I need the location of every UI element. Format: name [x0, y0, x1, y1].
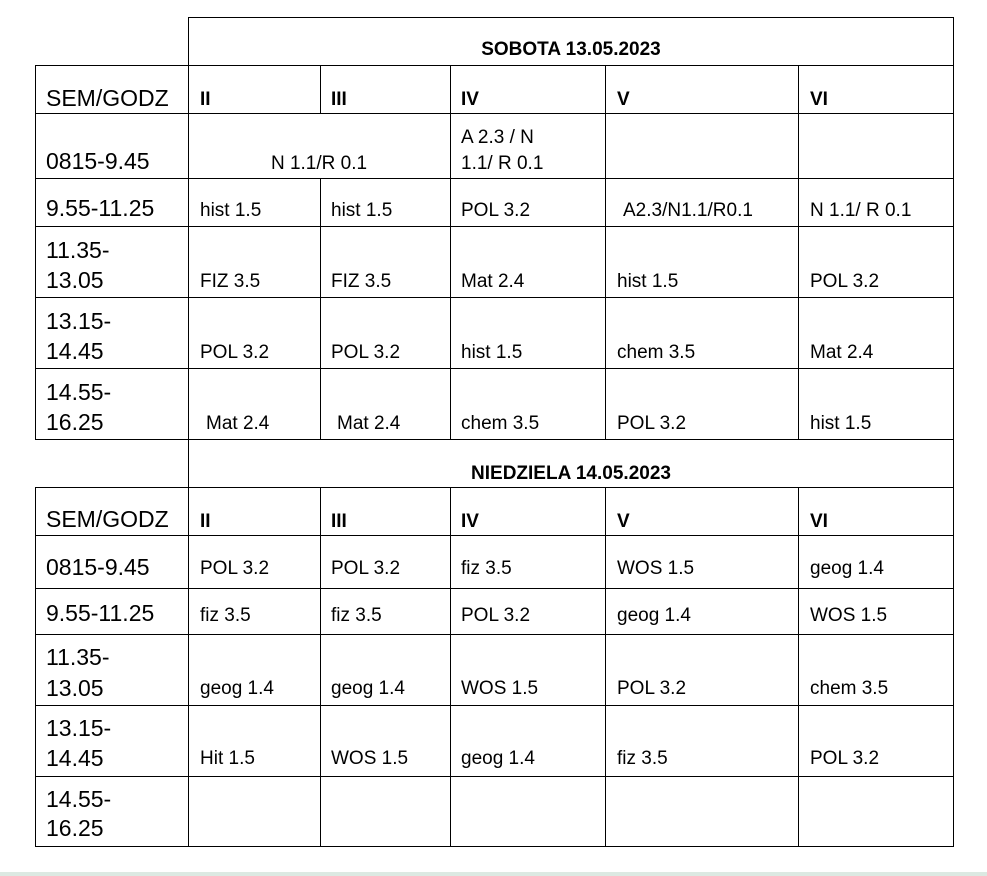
schedule-cell: hist 1.5	[617, 271, 679, 292]
header-sem-godz: SEM/GODZ	[46, 85, 169, 111]
header-col-iv: IV	[461, 511, 479, 532]
schedule-cell: Mat 2.4	[337, 413, 401, 434]
grid-line	[35, 705, 954, 706]
schedule-cell: chem 3.5	[617, 342, 696, 363]
time-slot: 16.25	[46, 409, 104, 435]
time-slot: 13.15-	[46, 715, 112, 741]
schedule-cell: A 2.3 / N	[461, 127, 534, 148]
schedule-cell: POL 3.2	[617, 678, 687, 699]
schedule-cell: POL 3.2	[331, 342, 401, 363]
grid-line	[953, 17, 954, 847]
schedule-cell: WOS 1.5	[331, 748, 409, 769]
time-slot: 16.25	[46, 815, 104, 841]
grid-line	[35, 297, 954, 298]
schedule-cell: A2.3/N1.1/R0.1	[623, 200, 753, 221]
grid-line	[35, 226, 954, 227]
grid-line	[320, 65, 321, 114]
schedule-cell: FIZ 3.5	[200, 271, 261, 292]
time-slot: 0815-9.45	[46, 554, 150, 580]
schedule-cell: geog 1.4	[617, 605, 691, 626]
header-col-v: V	[617, 511, 630, 532]
schedule-cell: fiz 3.5	[461, 558, 512, 579]
header-col-ii: II	[200, 89, 211, 110]
schedule-cell: POL 3.2	[461, 605, 531, 626]
schedule-cell: fiz 3.5	[617, 748, 668, 769]
schedule-cell: chem 3.5	[461, 413, 540, 434]
grid-line	[188, 17, 189, 847]
schedule-cell: fiz 3.5	[200, 605, 251, 626]
grid-line	[188, 17, 954, 18]
grid-line	[35, 113, 954, 114]
schedule-cell: Mat 2.4	[461, 271, 525, 292]
grid-line	[35, 535, 954, 536]
schedule-cell: 1.1/ R 0.1	[461, 153, 544, 174]
schedule-cell: geog 1.4	[200, 678, 274, 699]
time-slot: 0815-9.45	[46, 148, 150, 174]
grid-line	[35, 487, 954, 488]
schedule-cell: geog 1.4	[810, 558, 884, 579]
grid-line	[798, 487, 799, 847]
page-bottom-strip	[0, 872, 987, 876]
grid-line	[35, 65, 36, 440]
schedule-cell-merged: N 1.1/R 0.1	[270, 153, 368, 174]
schedule-cell: POL 3.2	[461, 200, 531, 221]
grid-line	[35, 178, 954, 179]
time-slot: 13.15-	[46, 308, 112, 334]
header-col-v: V	[617, 89, 630, 110]
grid-line	[35, 776, 954, 777]
grid-line	[605, 487, 606, 847]
schedule-cell: hist 1.5	[810, 413, 872, 434]
time-slot: 14.55-	[46, 786, 112, 812]
schedule-cell: POL 3.2	[331, 558, 401, 579]
time-slot: 14.55-	[46, 379, 112, 405]
time-slot: 9.55-11.25	[46, 600, 155, 626]
time-slot: 14.45	[46, 745, 104, 771]
schedule-cell: POL 3.2	[200, 342, 270, 363]
header-col-vi: VI	[810, 89, 828, 110]
time-slot: 13.05	[46, 675, 104, 701]
time-slot: 11.35-	[46, 237, 110, 263]
grid-line	[450, 487, 451, 847]
grid-line	[35, 368, 954, 369]
time-slot: 14.45	[46, 338, 104, 364]
grid-line	[450, 65, 451, 440]
grid-line	[320, 178, 321, 440]
schedule-cell: POL 3.2	[810, 748, 880, 769]
grid-line	[35, 634, 954, 635]
schedule-cell: geog 1.4	[461, 748, 535, 769]
schedule-cell: Mat 2.4	[810, 342, 874, 363]
schedule-cell: WOS 1.5	[810, 605, 888, 626]
schedule-cell: WOS 1.5	[617, 558, 695, 579]
schedule-cell: POL 3.2	[810, 271, 880, 292]
grid-line	[798, 65, 799, 440]
schedule-cell: geog 1.4	[331, 678, 405, 699]
grid-line	[35, 65, 954, 66]
schedule-cell: POL 3.2	[200, 558, 270, 579]
day-title: NIEDZIELA 14.05.2023	[471, 463, 671, 484]
schedule-cell: POL 3.2	[617, 413, 687, 434]
header-col-iii: III	[331, 89, 347, 110]
grid-line	[605, 65, 606, 440]
schedule-cell: fiz 3.5	[331, 605, 382, 626]
header-col-iv: IV	[461, 89, 479, 110]
schedule-cell: WOS 1.5	[461, 678, 539, 699]
schedule-cell: chem 3.5	[810, 678, 889, 699]
grid-line	[35, 846, 954, 847]
schedule-cell: N 1.1/ R 0.1	[810, 200, 912, 221]
grid-line	[35, 439, 954, 440]
header-col-iii: III	[331, 511, 347, 532]
header-sem-godz: SEM/GODZ	[46, 506, 169, 532]
schedule-cell: FIZ 3.5	[331, 271, 392, 292]
header-col-vi: VI	[810, 511, 828, 532]
time-slot: 11.35-	[46, 644, 110, 670]
grid-line	[35, 588, 954, 589]
schedule-cell: hist 1.5	[200, 200, 262, 221]
grid-line	[35, 487, 36, 847]
grid-line	[320, 487, 321, 847]
time-slot: 13.05	[46, 267, 104, 293]
header-col-ii: II	[200, 511, 211, 532]
schedule-cell: Hit 1.5	[200, 748, 255, 769]
schedule-cell: hist 1.5	[461, 342, 523, 363]
time-slot: 9.55-11.25	[46, 195, 155, 221]
schedule-cell: hist 1.5	[331, 200, 393, 221]
day-title: SOBOTA 13.05.2023	[481, 39, 661, 60]
schedule-cell: Mat 2.4	[206, 413, 270, 434]
